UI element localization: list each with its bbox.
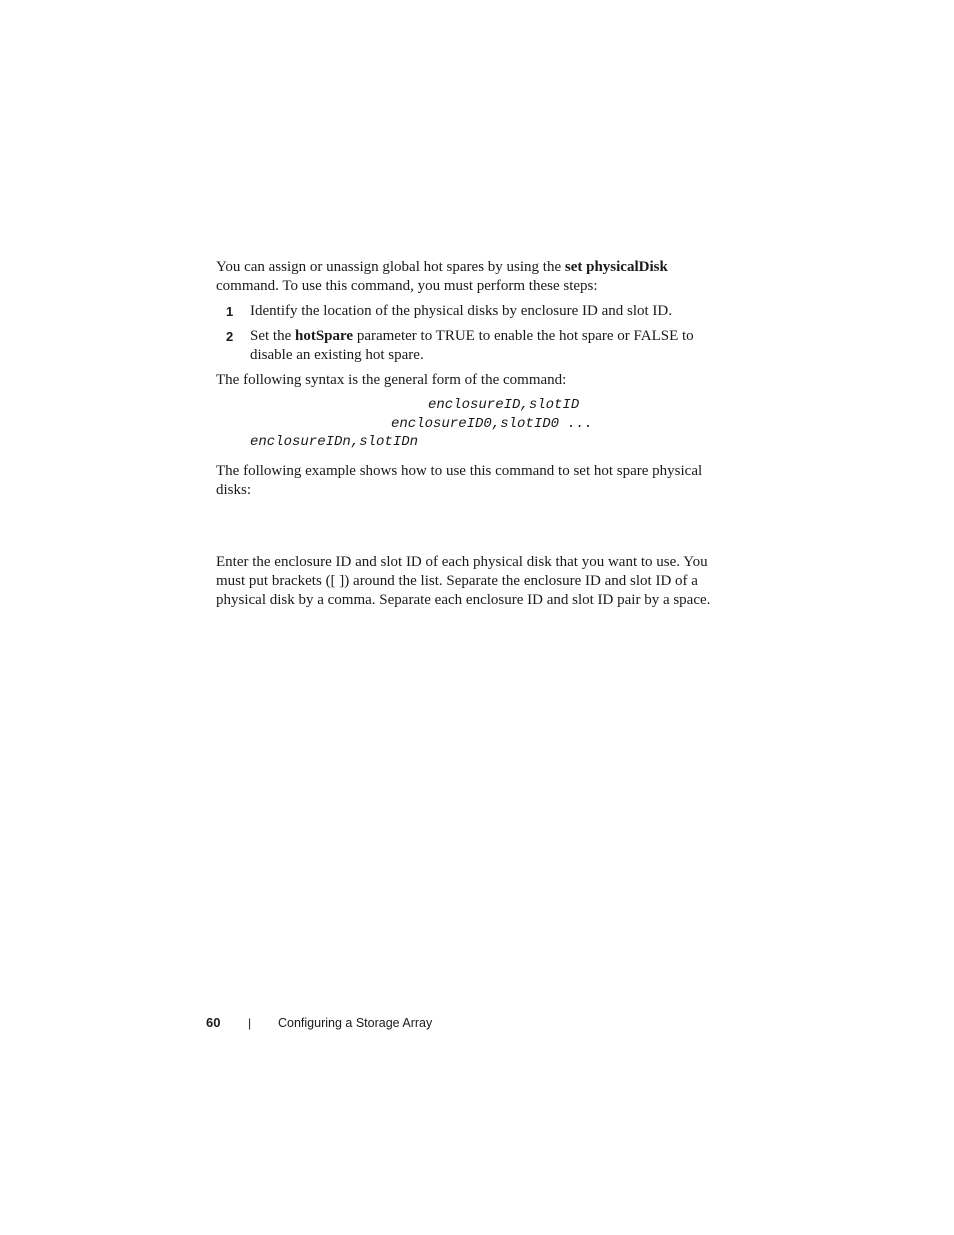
intro-paragraph (216, 258, 716, 296)
example-intro: The following example shows how to use this command to set hot spare physical disks: (216, 462, 703, 498)
step-text-before: Set the (250, 328, 295, 344)
step-number: 1 (226, 304, 234, 319)
intro-text-after: command. To use this command, you must perform these steps: (216, 278, 598, 294)
closing-paragraph: Enter the enclosure ID and slot ID of each physical disk that you want to use. You must put brackets ([ ]) around the list. Separate the enclosure ID and slot ID of a physical disk by a comma. Separate each enclosure ID and slot ID pair by a space. (216, 553, 711, 608)
code-line: enclosureIDn,slotIDn (250, 434, 419, 450)
step-item (216, 302, 716, 321)
intro-text-before: You can assign or unassign global hot spares by using the (216, 259, 565, 275)
parameter-name: hotSpare (295, 328, 354, 344)
page-number: 60 (206, 1015, 221, 1030)
steps-list (216, 302, 716, 365)
step-text: Identify the location of the physical disks by enclosure ID and slot ID. (250, 303, 672, 319)
step-text-after: parameter to TRUE to enable the hot spare or FALSE to disable an existing hot spare. (250, 328, 694, 363)
syntax-code-block (216, 396, 716, 452)
step-number: 2 (226, 329, 234, 344)
code-line: enclosureID0,slotID0 ... (391, 415, 593, 432)
footer-separator: | (248, 1016, 252, 1030)
section-title: Configuring a Storage Array (278, 1016, 433, 1030)
step-text (250, 327, 716, 365)
code-line: enclosureID,slotID (428, 397, 580, 413)
command-name: set physicalDisk (564, 259, 668, 275)
step-item (216, 327, 716, 365)
syntax-intro: The following syntax is the general form of the command: (216, 372, 567, 388)
page-content (216, 258, 716, 610)
